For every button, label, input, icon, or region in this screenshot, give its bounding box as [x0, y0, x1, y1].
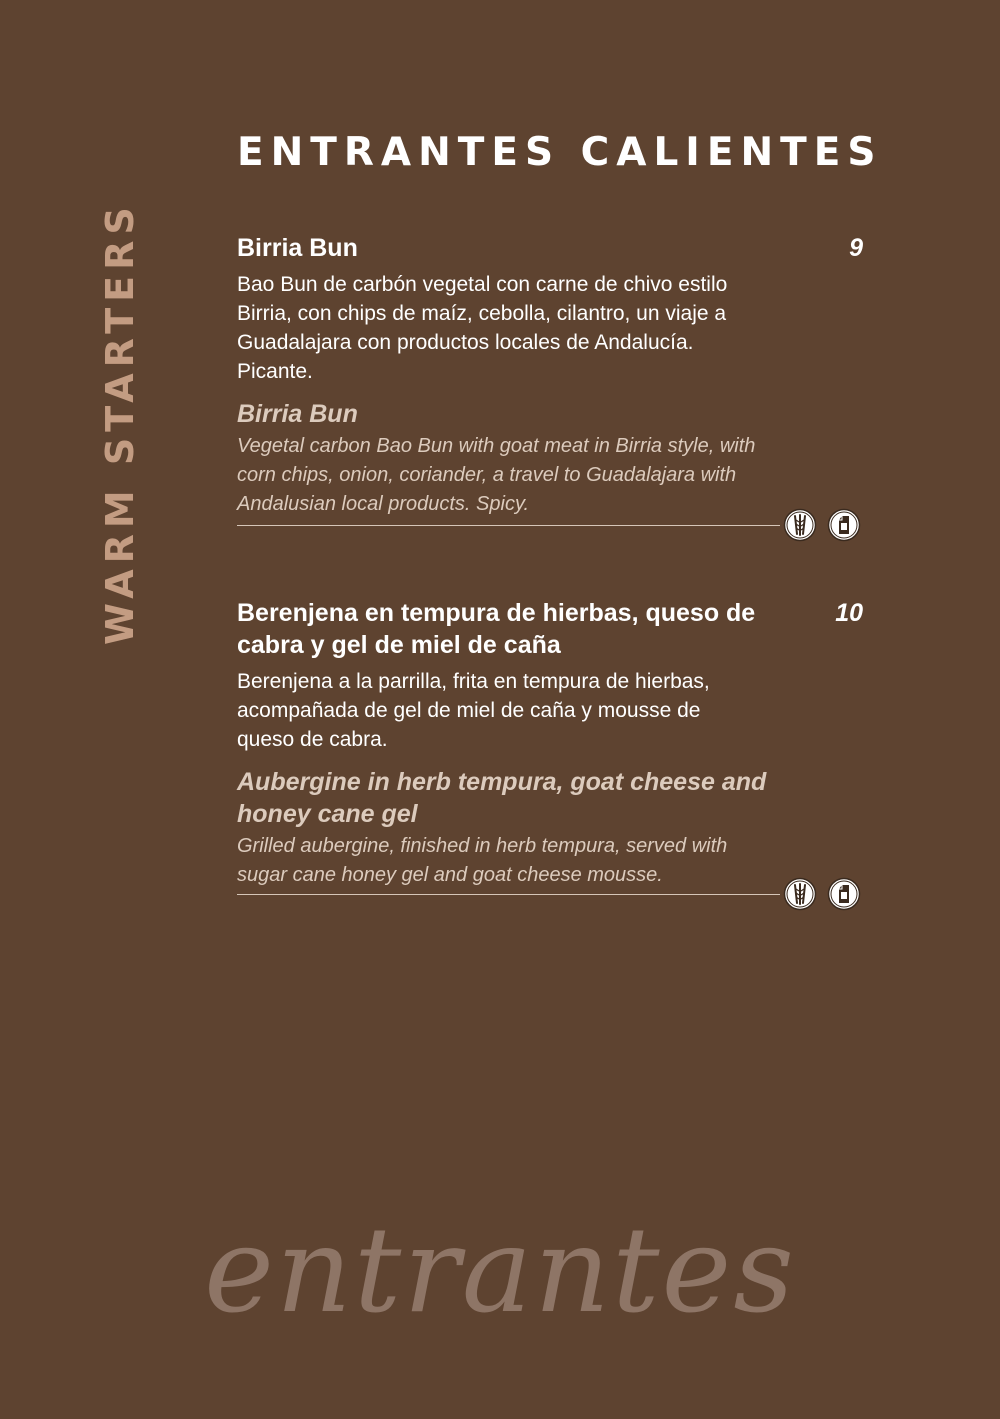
- item-name-english: Aubergine in herb tempura, goat cheese and honey cane gel: [237, 768, 767, 828]
- item-description-english: Vegetal carbon Bao Bun with goat meat in Birria style, with corn chips, onion, coriander, a travel to Guadalajara with Andalusian local products. Spicy.: [237, 435, 756, 515]
- item-price: 9: [849, 234, 863, 262]
- item-name-english: Birria Bun: [237, 400, 358, 428]
- item-name: Birria Bun: [237, 234, 358, 262]
- item-divider: [237, 877, 863, 913]
- divider-line: [237, 894, 780, 895]
- item-price: 10: [835, 599, 863, 627]
- item-description: Berenjena a la parrilla, frita en tempura de hierbas, acompañada de gel de miel de caña y mousse de queso de cabra.: [237, 670, 710, 751]
- side-label: WARM STARTERS: [98, 201, 142, 645]
- script-section-word: entrantes: [204, 1201, 796, 1339]
- gluten-icon: [783, 877, 817, 911]
- divider-line: [237, 525, 780, 526]
- item-name: Berenjena en tempura de hierbas, queso de cabra y gel de miel de caña: [237, 599, 756, 659]
- item-description-english: Grilled aubergine, finished in herb tempura, served with sugar cane honey gel and goat cheese mousse.: [237, 835, 728, 886]
- dairy-icon: [827, 877, 861, 911]
- menu-item: [237, 597, 863, 890]
- dairy-icon: [827, 508, 861, 542]
- gluten-icon: [783, 508, 817, 542]
- menu-item: [237, 232, 863, 519]
- item-divider: [237, 508, 863, 544]
- page-title: ENTRANTES CALIENTES: [237, 130, 883, 175]
- item-description: Bao Bun de carbón vegetal con carne de chivo estilo Birria, con chips de maíz, cebolla, cilantro, un viaje a Guadalajara con productos locales de Andalucía. Picante.: [237, 273, 728, 383]
